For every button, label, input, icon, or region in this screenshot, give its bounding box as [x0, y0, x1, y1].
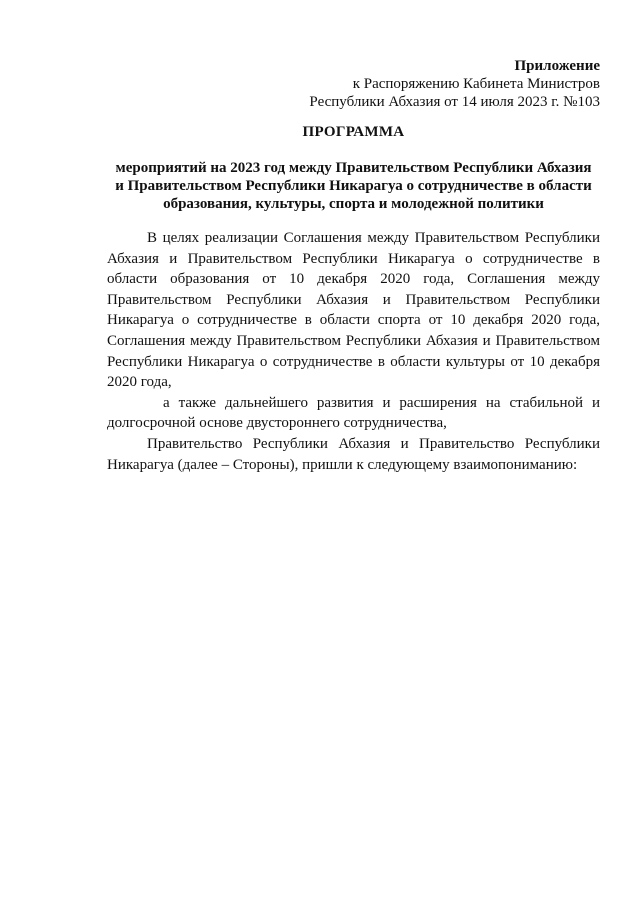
body-paragraph-1: В целях реализации Соглашения между Правительством Республики Абхазия и Правительством Республики Никарагуа о сотрудничестве в области образования от 10 декабря 2020 года, Соглашения между Правительством Республики Абхазия и Правительством Республики Никарагуа о сотрудничестве в области спорта от 10 декабря 2020 года, Соглашения между Правительством Республики Абхазия и Правительством Республики Никарагуа о сотрудничестве в области культуры от 10 декабря 2020 года,	[107, 230, 600, 391]
body-paragraph-3: Правительство Республики Абхазия и Правительство Республики Никарагуа (далее – Стороны), пришли к следующему взаимопониманию:	[107, 435, 600, 473]
appendix-reference-line-2: Республики Абхазия от 14 июля 2023 г. №103	[309, 94, 600, 110]
appendix-reference-line-1: к Распоряжению Кабинета Министров	[352, 76, 600, 92]
body-paragraph-2: а также дальнейшего развития и расширения на стабильной и долгосрочной основе двустороннего сотрудничества,	[107, 394, 600, 432]
appendix-title: Приложение	[514, 58, 600, 74]
document-body	[107, 228, 600, 475]
program-subtitle-line-3: образования, культуры, спорта и молодежной политики	[163, 196, 544, 212]
program-subtitle-line-1: мероприятий на 2023 год между Правительством Республики Абхазия	[115, 160, 592, 176]
appendix-header	[309, 57, 600, 111]
program-subtitle-line-2: и Правительством Республики Никарагуа о сотрудничестве в области	[115, 178, 592, 194]
program-subtitle	[107, 159, 600, 213]
program-title: ПРОГРАММА	[302, 124, 405, 140]
